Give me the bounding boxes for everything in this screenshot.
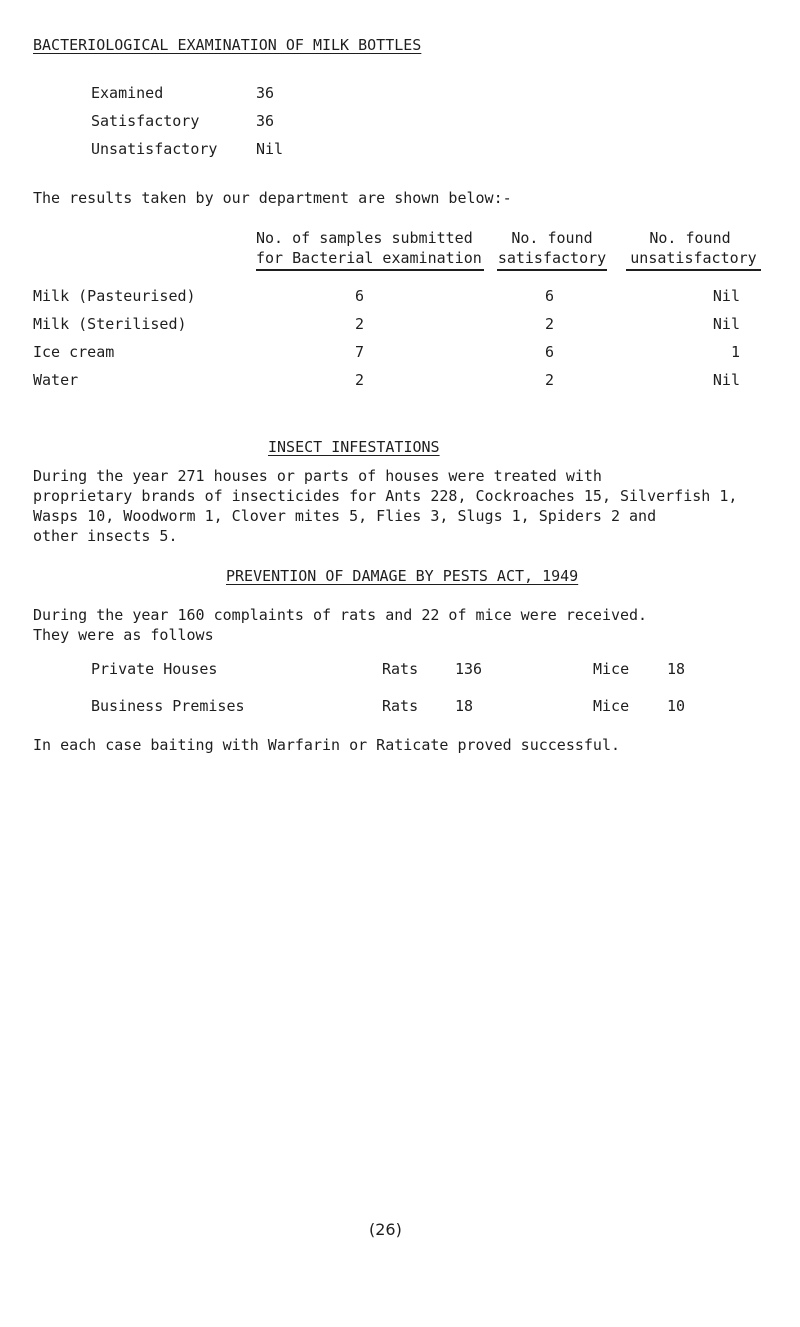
insect-infestations-heading: INSECT INFESTATIONS: [268, 438, 440, 456]
table-cell-submitted: 7: [355, 343, 365, 361]
milk-bottles-heading: BACTERIOLOGICAL EXAMINATION OF MILK BOTTLES: [33, 36, 422, 54]
table-cell-satisfactory: 6: [545, 287, 555, 305]
col-submitted-header-line2: for Bacterial examination: [256, 249, 482, 267]
col-satisfactory-header-line2: satisfactory: [497, 249, 607, 267]
table-row-label: Ice cream: [33, 343, 115, 361]
unsatisfactory-label: Unsatisfactory: [91, 140, 218, 158]
mice-label: Mice: [593, 660, 630, 678]
table-cell-unsatisfactory: Nil: [712, 371, 740, 389]
examined-value: 36: [256, 84, 275, 102]
header-rule-satisfactory: [497, 269, 607, 271]
table-row-label: Milk (Sterilised): [33, 315, 187, 333]
table-cell-submitted: 2: [355, 315, 365, 333]
mice-count: 10: [667, 697, 686, 715]
table-row-label: Water: [33, 371, 79, 389]
table-cell-unsatisfactory: Nil: [712, 287, 740, 305]
conclusion-text: In each case baiting with Warfarin or Raticate proved successful.: [33, 736, 620, 754]
col-submitted-header-line1: No. of samples submitted: [256, 229, 473, 247]
pests-row-label: Private Houses: [91, 660, 218, 678]
table-cell-satisfactory: 6: [545, 343, 555, 361]
table-cell-submitted: 6: [355, 287, 365, 305]
rats-label: Rats: [382, 660, 419, 678]
insect-paragraph: During the year 271 houses or parts of houses were treated with proprietary brands of insecticides for Ants 228, Cockroaches 15, Silverfish 1, Wasps 10, Woodworm 1, Clover mites 5, Flies 3, Slugs 1, Spiders 2 and other insects 5.: [33, 467, 738, 545]
header-rule-submitted: [256, 269, 484, 271]
satisfactory-label: Satisfactory: [91, 112, 200, 130]
col-unsatisfactory-header-line2: unsatisfactory: [630, 249, 757, 267]
pests-act-heading: PREVENTION OF DAMAGE BY PESTS ACT, 1949: [226, 567, 579, 585]
table-row-label: Milk (Pasteurised): [33, 287, 196, 305]
table-cell-satisfactory: 2: [545, 371, 555, 389]
mice-label: Mice: [593, 697, 630, 715]
col-satisfactory-header-line1: No. found: [511, 229, 593, 247]
mice-count: 18: [667, 660, 686, 678]
pests-row-label: Business Premises: [91, 697, 245, 715]
table-cell-unsatisfactory: 1: [730, 343, 740, 361]
table-cell-submitted: 2: [355, 371, 365, 389]
unsatisfactory-value: Nil: [256, 140, 284, 158]
satisfactory-value: 36: [256, 112, 275, 130]
page-number: (26): [369, 1220, 402, 1239]
rats-label: Rats: [382, 697, 419, 715]
pests-paragraph: During the year 160 complaints of rats and 22 of mice were received. They were as follows: [33, 606, 648, 644]
rats-count: 136: [455, 660, 483, 678]
examined-label: Examined: [91, 84, 164, 102]
table-cell-unsatisfactory: Nil: [712, 315, 740, 333]
col-unsatisfactory-header-line1: No. found: [649, 229, 731, 247]
table-cell-satisfactory: 2: [545, 315, 555, 333]
results-intro: The results taken by our department are shown below:-: [33, 189, 512, 207]
rats-count: 18: [455, 697, 474, 715]
header-rule-unsatisfactory: [626, 269, 761, 271]
